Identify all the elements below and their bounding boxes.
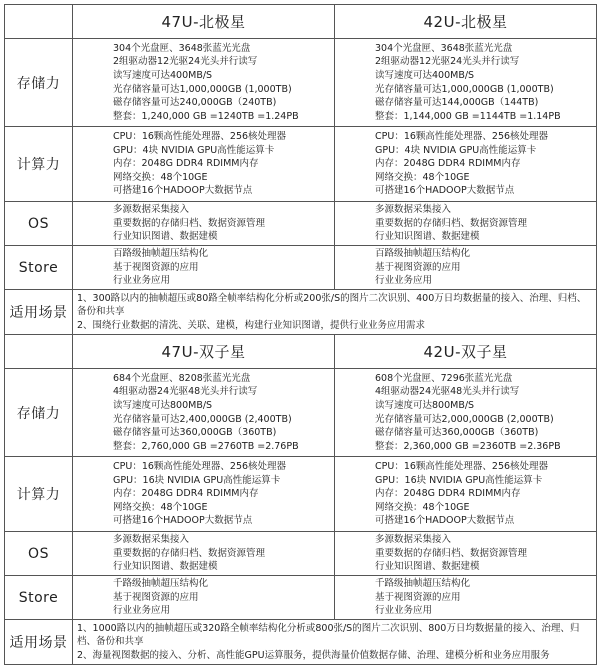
store-cell [335,246,597,290]
store-label: Store [5,246,73,290]
spec-line: 行业知识图谱、数据建模 [113,561,218,573]
spec-line: 内存：2048G DDR4 RDIMM内存 [113,158,259,170]
spec-line: 内存：2048G DDR4 RDIMM内存 [375,488,521,500]
spec-line: 整套：1,240,000 GB =1240TB =1.24PB [113,110,299,122]
storage-label: 存储力 [5,39,73,127]
spec-line: 磁存储容量可达360,000GB（360TB) [113,427,277,439]
compute-cell [73,457,335,532]
scenario-line: 1、1000路以内的抽帧超压或320路全帧率结构化分析或800张/S的图片二次识别、800万日均数据量的接入、治理、归档、备份和共享 [77,622,580,648]
corner-cell [5,335,73,369]
spec-line: 千路级抽帧超压结构化 [113,578,209,590]
spec-line: 基于视图资源的应用 [375,591,461,603]
os-cell [335,532,597,576]
spec-line: 可搭建16个HADOOP大数据节点 [375,185,515,197]
scenario-cell [73,620,597,665]
compute-cell [335,457,597,532]
compute-label: 计算力 [5,127,73,202]
spec-line: 可搭建16个HADOOP大数据节点 [113,185,253,197]
os-cell [73,202,335,246]
spec-line: 可搭建16个HADOOP大数据节点 [375,515,515,527]
model-header-42u-beidou: 42U-北极星 [335,5,597,39]
spec-line: 整套：2,360,000 GB =2360TB =2.36PB [375,440,561,452]
store-cell [73,576,335,620]
spec-line: 网络交换：48个10GE [375,501,470,513]
spec-line: 磁存储容量可达360,000GB（360TB) [375,427,539,439]
compute-label: 计算力 [5,457,73,532]
spec-line: 多源数据采集接入 [375,204,452,216]
spec-line: 多源数据采集接入 [113,534,190,546]
spec-line: 重要数据的存储归档、数据资源管理 [375,217,528,229]
spec-line: 光存储容量可达1,000,000GB (1,000TB) [113,83,292,95]
spec-line: 整套：2,760,000 GB =2760TB =2.76PB [113,440,299,452]
compute-cell [73,127,335,202]
compute-cell [335,127,597,202]
spec-line: 千路级抽帧超压结构化 [375,578,471,590]
spec-line: 684个光盘匣、8208张蓝光光盘 [113,372,251,384]
store-cell [73,246,335,290]
spec-line: 4组驱动器24光驱48光头并行读写 [113,386,258,398]
spec-line: GPU：4块 NVIDIA GPU高性能运算卡 [113,144,275,156]
spec-line: 可搭建16个HADOOP大数据节点 [113,515,253,527]
spec-line: 读写速度可达800MB/S [375,399,475,411]
spec-line: CPU：16颗高性能处理器、256核处理器 [113,461,287,473]
model-header-47u-shuangzi: 47U-双子星 [73,335,335,369]
spec-line: 整套：1,144,000 GB =1144TB =1.14PB [375,110,561,122]
spec-line: 磁存储容量可达144,000GB（144TB) [375,97,539,109]
spec-line: CPU：16颗高性能处理器、256核处理器 [113,131,287,143]
spec-line: 内存：2048G DDR4 RDIMM内存 [375,158,521,170]
spec-line: 重要数据的存储归档、数据资源管理 [375,547,528,559]
spec-line: 304个光盘匣、3648张蓝光光盘 [113,42,251,54]
spec-line: 基于视图资源的应用 [113,261,199,273]
storage-cell [73,369,335,457]
spec-line: 读写速度可达800MB/S [113,399,213,411]
spec-line: 4组驱动器24光驱48光头并行读写 [375,386,520,398]
spec-line: 多源数据采集接入 [113,204,190,216]
model-header-47u-beidou: 47U-北极星 [73,5,335,39]
beidou-section [5,5,597,335]
spec-line: 608个光盘匣、7296张蓝光光盘 [375,372,513,384]
spec-line: GPU：4块 NVIDIA GPU高性能运算卡 [375,144,537,156]
spec-line: 读写速度可达400MB/S [113,69,213,81]
spec-line: GPU：16块 NVIDIA GPU高性能运算卡 [375,474,543,486]
scenario-line: 2、海量视图数据的接入、分析、高性能GPU运算服务，提供海量价值数据存储、治理、建模分析和业务应用服务 [77,649,550,661]
spec-line: 2组驱动器12光驱24光头并行读写 [375,56,520,68]
scenario-cell [73,290,597,335]
spec-line: 304个光盘匣、3648张蓝光光盘 [375,42,513,54]
scenario-line: 2、围绕行业数据的清洗、关联、建模，构建行业知识图谱，提供行业业务应用需求 [77,319,426,331]
spec-line: 磁存储容量可达240,000GB（240TB) [113,97,277,109]
store-cell [335,576,597,620]
spec-line: 光存储容量可达2,400,000GB (2,400TB) [113,413,292,425]
os-cell [335,202,597,246]
spec-line: 行业知识图谱、数据建模 [375,561,480,573]
storage-cell [335,39,597,127]
model-header-42u-shuangzi: 42U-双子星 [335,335,597,369]
shuangzi-section [5,335,597,665]
spec-line: 2组驱动器12光驱24光头并行读写 [113,56,258,68]
spec-line: 网络交换：48个10GE [113,501,208,513]
store-label: Store [5,576,73,620]
os-label: OS [5,202,73,246]
spec-line: 重要数据的存储归档、数据资源管理 [113,547,266,559]
spec-line: 网络交换：48个10GE [375,171,470,183]
scenario-label: 适用场景 [5,620,73,665]
spec-line: 读写速度可达400MB/S [375,69,475,81]
scenario-label: 适用场景 [5,290,73,335]
spec-line: 基于视图资源的应用 [375,261,461,273]
spec-line: 网络交换：48个10GE [113,171,208,183]
spec-line: 多源数据采集接入 [375,534,452,546]
storage-label: 存储力 [5,369,73,457]
spec-line: CPU：16颗高性能处理器、256核处理器 [375,461,549,473]
scenario-line: 1、300路以内的抽帧超压或80路全帧率结构化分析或200张/S的图片二次识别、400万日均数据量的接入、治理、归档、备份和共享 [77,292,587,318]
spec-line: 行业业务应用 [113,275,171,287]
spec-line: 行业业务应用 [375,605,433,617]
spec-line: 光存储容量可达1,000,000GB (1,000TB) [375,83,554,95]
spec-line: 重要数据的存储归档、数据资源管理 [113,217,266,229]
spec-line: 行业知识图谱、数据建模 [113,231,218,243]
spec-line: 百路级抽帧超压结构化 [375,248,471,260]
spec-line: 行业知识图谱、数据建模 [375,231,480,243]
spec-line: 基于视图资源的应用 [113,591,199,603]
spec-line: 行业业务应用 [113,605,171,617]
spec-line: 行业业务应用 [375,275,433,287]
corner-cell [5,5,73,39]
spec-line: 光存储容量可达2,000,000GB (2,000TB) [375,413,554,425]
spec-line: GPU：16块 NVIDIA GPU高性能运算卡 [113,474,281,486]
os-cell [73,532,335,576]
spec-table [4,4,597,665]
spec-line: 内存：2048G DDR4 RDIMM内存 [113,488,259,500]
storage-cell [73,39,335,127]
storage-cell [335,369,597,457]
spec-line: CPU：16颗高性能处理器、256核处理器 [375,131,549,143]
spec-line: 百路级抽帧超压结构化 [113,248,209,260]
os-label: OS [5,532,73,576]
